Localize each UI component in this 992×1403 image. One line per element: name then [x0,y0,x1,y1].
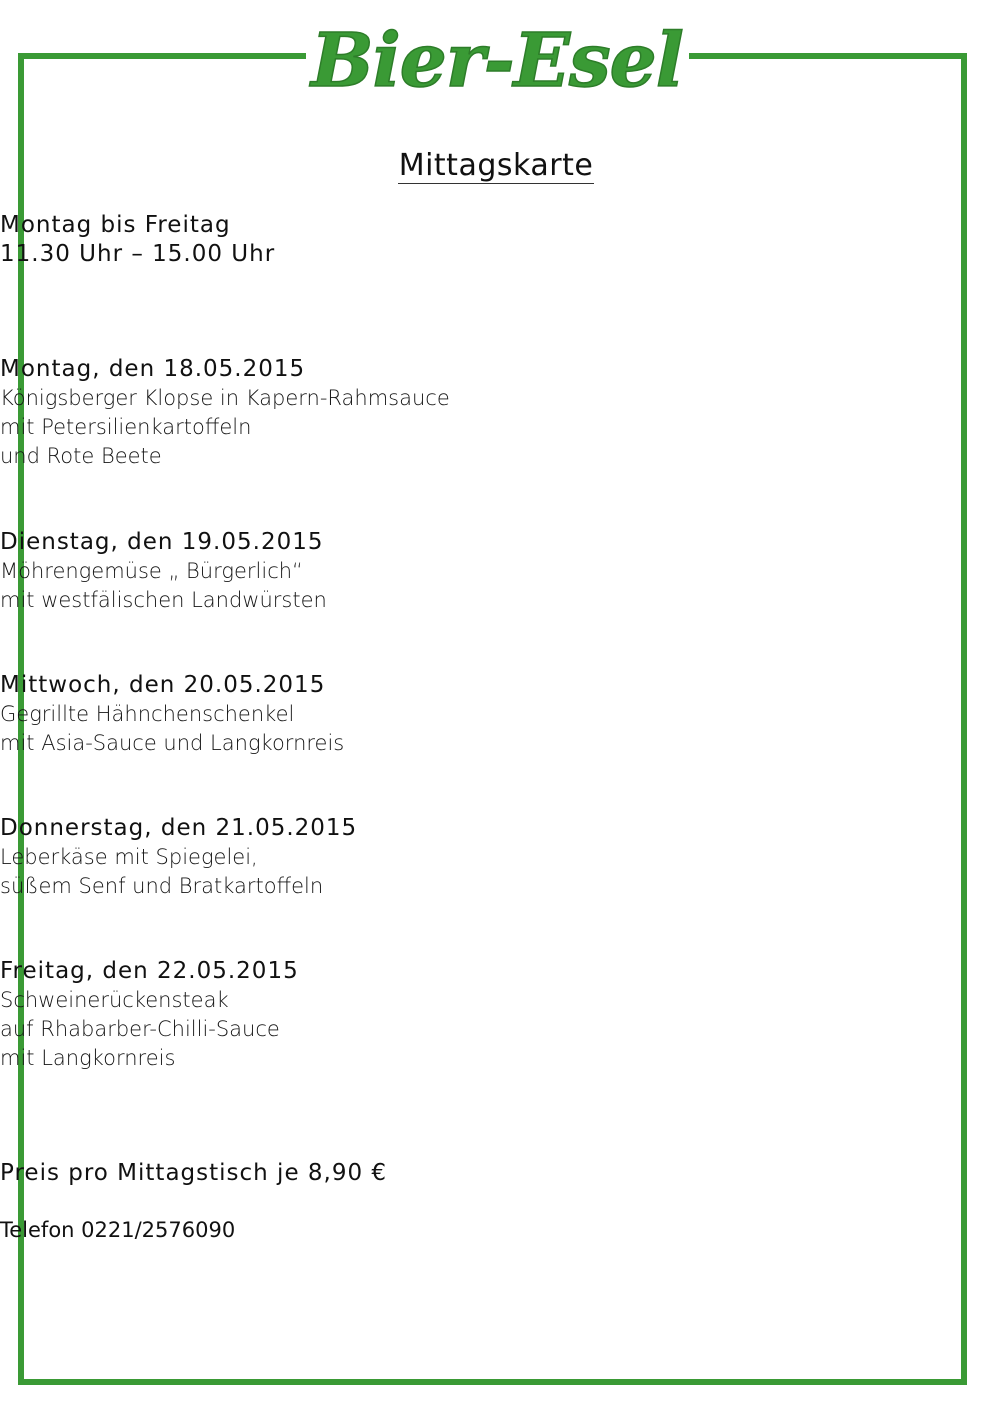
menu-day-monday [0,355,992,471]
opening-hours [0,211,992,269]
day-title: Montag, den 18.05.2015 [0,356,306,382]
menu-day-tuesday [0,528,992,615]
brand-logo [306,6,689,106]
price-line: Preis pro Mittagstisch je 8,90 € [0,1160,388,1186]
dish-line: mit Langkornreis [0,1046,176,1070]
menu-day-thursday [0,814,992,901]
dish-line: Leberkäse mit Spiegelei, [0,845,258,869]
menu-day-wednesday [0,671,992,758]
page-title-text: Mittagskarte [398,148,594,183]
dish-line: auf Rhabarber-Chilli-Sauce [0,1017,280,1041]
day-title: Freitag, den 22.05.2015 [0,958,299,984]
frame-top-left [18,53,306,59]
day-title: Mittwoch, den 20.05.2015 [0,672,326,698]
dish-line: und Rote Beete [0,444,162,468]
dish-line: mit westfälischen Landwürsten [0,588,327,612]
dish-line: mit Petersilienkartoffeln [0,415,252,439]
opening-times: 11.30 Uhr – 15.00 Uhr [0,241,276,267]
dish-line: Möhrengemüse „ Bürgerlich“ [0,559,303,583]
page-title [0,146,992,186]
dish-line: Gegrillte Hähnchenschenkel [0,702,295,726]
frame-bottom [18,1379,967,1385]
phone-line: Telefon 0221/2576090 [0,1218,236,1242]
brand-logo-text: Bier-Esel [311,18,683,104]
dish-line: Schweinerückensteak [0,988,229,1012]
opening-days: Montag bis Freitag [0,212,231,238]
dish-line: süßem Senf und Bratkartoffeln [0,874,324,898]
day-title: Donnerstag, den 21.05.2015 [0,815,358,841]
menu-day-friday [0,957,992,1073]
dish-line: Königsberger Klopse in Kapern-Rahmsauce [0,386,450,410]
frame-top-right [689,53,967,59]
day-title: Dienstag, den 19.05.2015 [0,529,324,555]
dish-line: mit Asia-Sauce und Langkornreis [0,731,345,755]
